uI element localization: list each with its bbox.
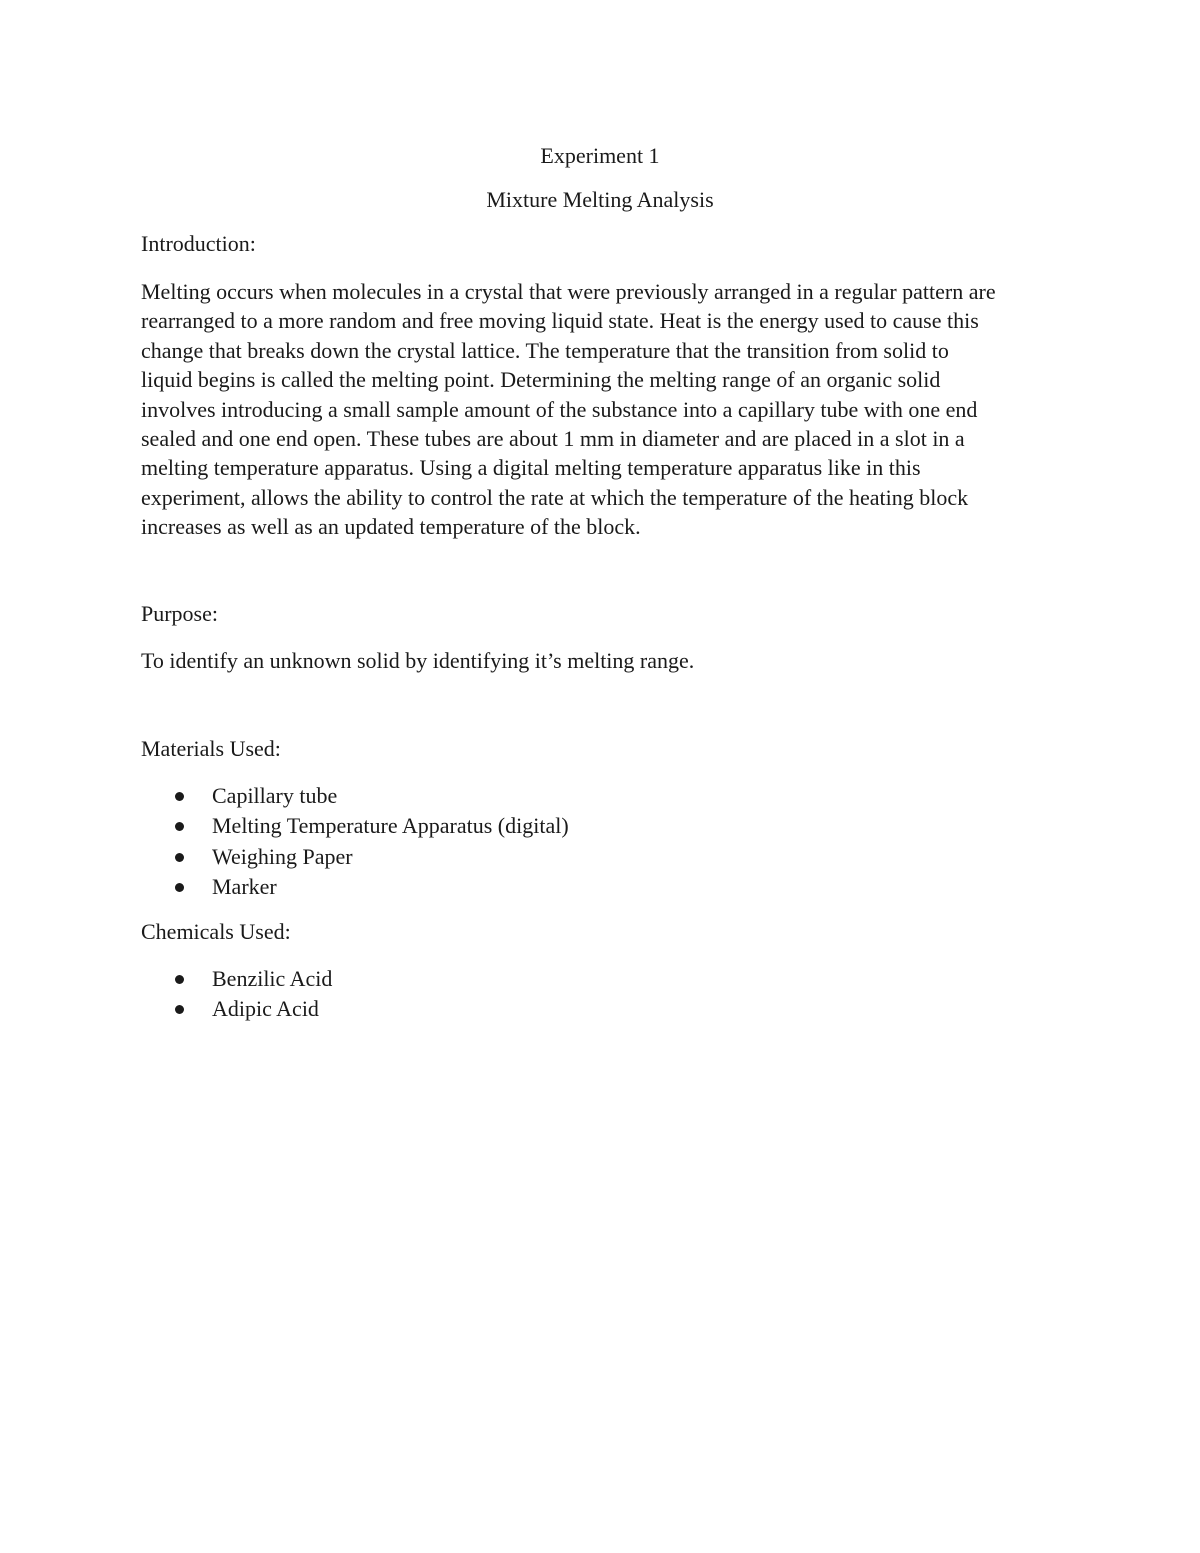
introduction-heading: Introduction:: [141, 231, 256, 256]
list-item-label: Capillary tube: [212, 783, 338, 808]
list-item-label: Benzilic Acid: [212, 966, 333, 991]
list-item: [141, 842, 569, 872]
list-item: [141, 964, 332, 994]
bullet-icon: [175, 822, 184, 831]
list-item-label: Weighing Paper: [212, 843, 353, 869]
paragraph-line: sealed and one end open. These tubes are about 1 mm in diameter and are placed in a slot in a: [141, 426, 965, 452]
bullet-icon: [175, 853, 184, 862]
bullet-icon: [175, 1005, 184, 1014]
list-item: [141, 781, 569, 811]
paragraph-line: rearranged to a more random and free moving liquid state. Heat is the energy used to cause this: [141, 308, 979, 334]
list-item: [141, 872, 569, 902]
list-item-label: Melting Temperature Apparatus (digital): [212, 813, 569, 839]
paragraph-line: increases as well as an updated temperature of the block.: [141, 514, 641, 540]
purpose-paragraph: [141, 646, 1071, 675]
introduction-paragraph: [141, 277, 1071, 542]
materials-heading: Materials Used:: [141, 736, 281, 761]
paragraph-line: change that breaks down the crystal lattice. The temperature that the transition from solid to: [141, 337, 949, 363]
list-item: [141, 994, 332, 1024]
purpose-heading: Purpose:: [141, 601, 218, 626]
paragraph-line: involves introducing a small sample amount of the substance into a capillary tube with one end: [141, 396, 978, 422]
paragraph-line: liquid begins is called the melting point. Determining the melting range of an organic solid: [141, 367, 941, 393]
paragraph-line: To identify an unknown solid by identifying it’s melting range.: [141, 648, 695, 673]
list-item-label: Adipic Acid: [212, 996, 319, 1022]
bullet-icon: [175, 975, 184, 984]
materials-list: [141, 781, 569, 903]
bullet-icon: [175, 792, 184, 801]
document-subtitle: Mixture Melting Analysis: [486, 187, 714, 212]
paragraph-line: experiment, allows the ability to control the rate at which the temperature of the heating block: [141, 484, 969, 510]
paragraph-line: melting temperature apparatus. Using a digital melting temperature apparatus like in this: [141, 455, 921, 481]
list-item-label: Marker: [212, 874, 277, 900]
chemicals-heading: Chemicals Used:: [141, 919, 291, 944]
bullet-icon: [175, 883, 184, 892]
list-item: [141, 811, 569, 841]
chemicals-list: [141, 964, 332, 1025]
paragraph-line: Melting occurs when molecules in a crystal that were previously arranged in a regular pattern are: [141, 279, 996, 304]
document-title: Experiment 1: [540, 143, 660, 168]
